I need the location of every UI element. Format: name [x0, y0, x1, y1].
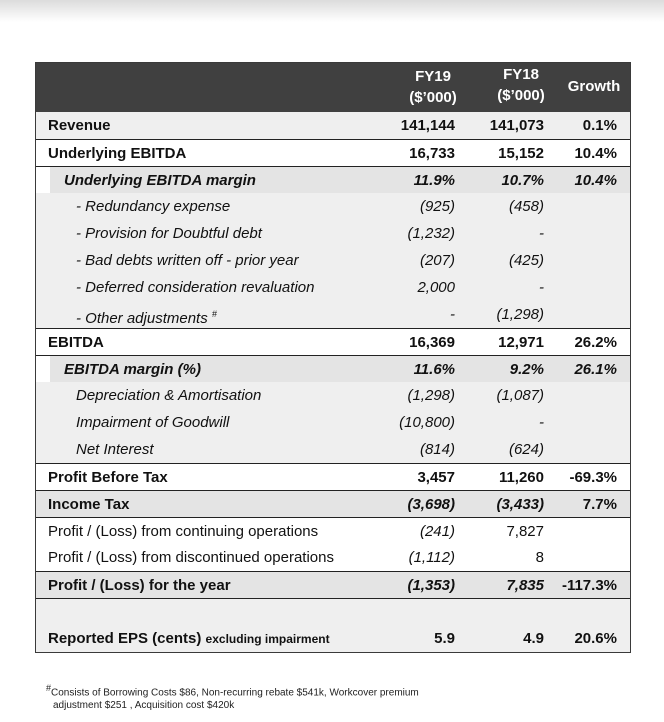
- value-fy19: (1,112): [408, 549, 455, 566]
- value-fy18: -: [539, 279, 544, 296]
- row-label: Profit / (Loss) from discontinued operations: [48, 549, 334, 566]
- value-fy18: (458): [508, 198, 544, 215]
- table-row-redundancy: [36, 193, 630, 220]
- value-fy18: (1,298): [496, 306, 544, 323]
- table-row-deferred-consideration: [36, 274, 630, 301]
- eps-label: Reported EPS (cents): [48, 630, 202, 647]
- table-header: [36, 63, 630, 112]
- row-label: Income Tax: [48, 496, 130, 513]
- row-label: Profit Before Tax: [48, 469, 168, 486]
- value-growth: 0.1%: [582, 117, 617, 134]
- header-fy18-unit: ($’000): [497, 87, 545, 104]
- value-fy18: (425): [508, 252, 544, 269]
- value-fy18: 4.9: [523, 630, 544, 647]
- row-label: Profit / (Loss) from continuing operations: [48, 523, 319, 540]
- row-label: [48, 625, 330, 653]
- table-row-depreciation: [36, 382, 630, 409]
- row-label: - Deferred consideration revaluation: [76, 279, 315, 296]
- value-growth: 26.2%: [574, 334, 617, 351]
- eps-label-suffix: excluding impairment: [205, 632, 330, 646]
- value-fy18: 7,835: [506, 577, 544, 594]
- row-label: Profit / (Loss) for the year: [48, 577, 231, 594]
- header-fy19: [388, 66, 478, 108]
- value-fy19: 16,733: [409, 145, 455, 162]
- row-label: Underlying EBITDA margin: [64, 172, 256, 189]
- value-fy19: 5.9: [434, 630, 455, 647]
- header-fy18: [476, 64, 566, 106]
- value-fy18: 7,827: [506, 523, 544, 540]
- table-row-ebitda: [36, 328, 630, 356]
- value-fy19: (1,232): [407, 225, 455, 242]
- table-row-continuing-ops: [36, 517, 630, 545]
- row-label: - Redundancy expense: [76, 198, 231, 215]
- value-growth: 10.4%: [574, 172, 617, 189]
- table-row-underlying-ebitda-margin: [36, 166, 630, 194]
- value-fy18: 141,073: [489, 117, 544, 134]
- row-label: - Bad debts written off - prior year: [76, 252, 299, 269]
- value-fy19: (3,698): [407, 496, 455, 513]
- value-fy18: -: [539, 225, 544, 242]
- footnote-line-2: adjustment $251 , Acquisition cost $420k: [53, 700, 235, 712]
- value-fy19: (1,298): [407, 387, 455, 404]
- value-fy19: (241): [419, 523, 455, 540]
- value-fy19: (814): [419, 441, 455, 458]
- header-fy18-year: FY18: [503, 66, 539, 83]
- row-label: Revenue: [48, 117, 111, 134]
- table-row-other-adjustments: [36, 301, 630, 328]
- value-growth: 20.6%: [574, 630, 617, 647]
- table-row-revenue: [36, 112, 630, 139]
- footnote-marker: #: [211, 309, 217, 319]
- value-fy19: (207): [419, 252, 455, 269]
- header-fy19-unit: ($’000): [409, 89, 457, 106]
- table-row-discontinued-ops: [36, 544, 630, 571]
- row-label-text: - Other adjustments: [76, 310, 208, 327]
- table-row-impairment: [36, 409, 630, 436]
- value-fy18: 8: [535, 549, 544, 566]
- row-label: Impairment of Goodwill: [76, 414, 230, 431]
- table-row-doubtful-debt: [36, 220, 630, 247]
- value-fy19: 11.9%: [413, 172, 455, 189]
- value-growth: 26.1%: [574, 361, 617, 378]
- header-fy19-year: FY19: [415, 68, 451, 85]
- value-fy18: 15,152: [498, 145, 544, 162]
- row-label: EBITDA margin (%): [64, 361, 201, 378]
- value-fy19: -: [450, 306, 455, 323]
- value-fy18: (1,087): [496, 387, 544, 404]
- value-growth: 7.7%: [582, 496, 617, 513]
- table-row-bad-debts: [36, 247, 630, 274]
- row-label: - Provision for Doubtful debt: [76, 225, 262, 242]
- value-fy18: (3,433): [496, 496, 544, 513]
- financial-summary-table: [35, 62, 631, 653]
- table-row-underlying-ebitda: [36, 139, 630, 167]
- table-spacer-row: [36, 598, 630, 626]
- value-fy19: (1,353): [407, 577, 455, 594]
- value-fy18: 11,260: [498, 469, 544, 486]
- value-fy19: 3,457: [417, 469, 455, 486]
- table-row-profit-for-year: [36, 571, 630, 599]
- row-label: Depreciation & Amortisation: [76, 387, 262, 404]
- table-row-ebitda-margin: [36, 355, 630, 383]
- value-fy18: (624): [508, 441, 544, 458]
- footnote: [46, 682, 466, 712]
- row-label: Net Interest: [76, 441, 154, 458]
- value-fy18: -: [539, 414, 544, 431]
- page-top-shadow: [0, 0, 664, 22]
- table-row-net-interest: [36, 436, 630, 463]
- value-fy19: 2,000: [417, 279, 455, 296]
- header-growth: Growth: [567, 78, 621, 95]
- value-growth: 10.4%: [574, 145, 617, 162]
- value-fy19: 16,369: [409, 334, 455, 351]
- value-fy19: (10,800): [399, 414, 455, 431]
- table-row-profit-before-tax: [36, 463, 630, 491]
- value-fy18: 10.7%: [501, 172, 544, 189]
- value-fy19: (925): [419, 198, 455, 215]
- value-fy18: 9.2%: [509, 361, 544, 378]
- row-label: EBITDA: [48, 334, 104, 351]
- value-fy19: 11.6%: [413, 361, 455, 378]
- value-growth: -69.3%: [569, 469, 617, 486]
- row-label: Underlying EBITDA: [48, 145, 187, 162]
- footnote-line-1: Consists of Borrowing Costs $86, Non-recurring rebate $541k, Workcover premium: [51, 687, 419, 699]
- value-fy18: 12,971: [498, 334, 544, 351]
- value-growth: -117.3%: [561, 577, 617, 594]
- value-fy19: 141,144: [400, 117, 455, 134]
- table-row-eps: [36, 625, 630, 652]
- table-row-income-tax: [36, 490, 630, 518]
- footnote-marker: #: [46, 683, 52, 693]
